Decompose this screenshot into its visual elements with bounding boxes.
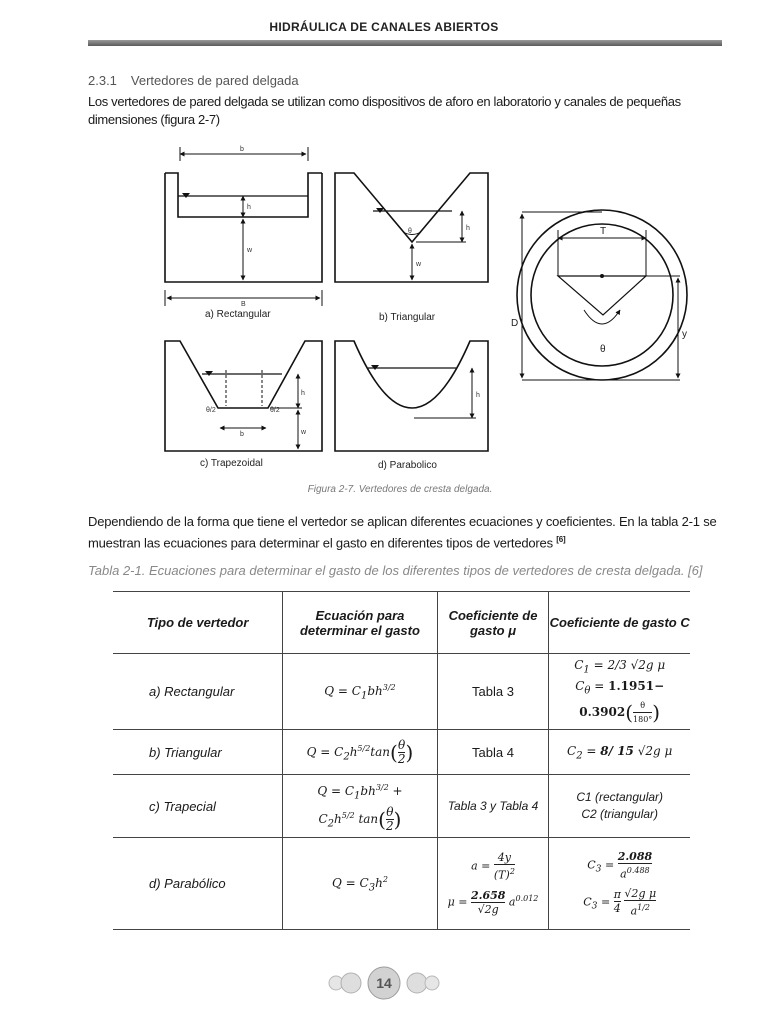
weir-figure — [160, 140, 708, 476]
eq-trapecial: $Q = C_1bh^{3/2}$ + $C_2h^{5/2}$ tan( $\frac{\theta}{2}$ ) — [283, 775, 437, 838]
dim-label-B: B — [241, 301, 246, 308]
body-text: Dependiendo de la forma que tiene el vertedor se aplican diferentes ecuaciones y coeficientes. En la tabla 2-1 se muestran las ecuaciones para determinar el gasto en diferentes tipos de vertedores — [88, 514, 717, 551]
label-parabolic: d) Parabolico — [378, 460, 437, 471]
row-type-parabolic: d) Parabólico — [113, 838, 283, 930]
table-row — [113, 730, 690, 775]
dim-label-theta2-left: θ/2 — [206, 407, 216, 414]
mu-trapecial: Tabla 3 y Tabla 4 — [437, 775, 549, 838]
mu-parabolic: a = $\frac{4y}{(T)^2}$ μ = $\frac{2.658}{√2g}$ $a^{0.012}$ — [437, 838, 549, 930]
dim-label-D: D — [511, 318, 519, 329]
dim-label-T: T — [600, 226, 607, 237]
dim-label-h-c: h — [301, 390, 305, 397]
body-paragraph — [88, 513, 718, 552]
table-header-row — [113, 592, 690, 654]
mu-triangular: Tabla 4 — [437, 730, 549, 775]
page-number-ornament — [324, 966, 444, 1000]
label-rectangular: a) Rectangular — [205, 309, 271, 320]
eq-parabolic: $Q = C_3h^2$ — [283, 838, 437, 930]
weir-diagrams — [160, 140, 708, 476]
header-coef-mu: Coeficiente de gasto μ — [437, 592, 549, 654]
page-number: 14 — [376, 975, 392, 991]
eq-triangular: $Q = C_2h^{5/2}\tan$( $\frac{\theta}{2}$ ) — [283, 730, 437, 775]
circular-water-section — [558, 276, 646, 315]
dim-label-h-b: h — [466, 225, 470, 232]
dim-label-y: y — [682, 329, 687, 340]
dim-label-theta-circle: θ — [600, 344, 606, 355]
equations-table — [113, 591, 690, 930]
c-parabolic: $C_3$ = $\frac{2.088}{a^{0.488}}$ $C_3$ = $\frac{\pi}{4}$ $\frac{\text{√2g μ}}{a^{1/2}}$ — [549, 838, 690, 930]
header-type: Tipo de vertedor — [113, 592, 283, 654]
table-row — [113, 838, 690, 930]
table-caption: Tabla 2-1. Ecuaciones para determinar el gasto de los diferentes tipos de vertedores de cresta delgada. [6] — [88, 563, 703, 578]
c-trapecial-1: C1 (rectangular) — [576, 790, 664, 804]
table-row — [113, 775, 690, 838]
dim-label-w-b: w — [416, 261, 422, 268]
header-equation: Ecuación para determinar el gasto — [283, 592, 437, 654]
dim-label-h-a: h — [247, 204, 251, 211]
page-number-badge — [0, 966, 768, 1000]
row-type-triangular: b) Triangular — [113, 730, 283, 775]
figure-caption: Figura 2-7. Vertedores de cresta delgada. — [307, 484, 493, 495]
section-heading — [88, 73, 299, 88]
label-triangular: b) Triangular — [379, 312, 436, 323]
dim-label-h-d: h — [476, 392, 480, 399]
row-type-trapecial: c) Trapecial — [113, 775, 283, 838]
header-coef-c: Coeficiente de gasto C — [549, 592, 690, 654]
c-trapecial — [549, 775, 690, 838]
section-title: Vertedores de pared delgada — [130, 73, 299, 88]
dim-label-w-a: w — [247, 247, 253, 254]
body-citation: [6] — [556, 535, 566, 544]
parabolic-weir-outline — [335, 341, 488, 451]
row-type-rectangular: a) Rectangular — [113, 654, 283, 730]
mu-rectangular: Tabla 3 — [437, 654, 549, 730]
c-rectangular: $C_1 = 2/3$ √2g μ $C_\theta = 1.1951-$ 0.3902( $\frac{\theta}{180^\circ}$ ) — [549, 654, 690, 730]
header-rule — [88, 40, 722, 46]
label-trapezoidal: c) Trapezoidal — [200, 458, 263, 469]
dim-label-b-top: b — [240, 146, 244, 153]
running-header: HIDRÁULICA DE CANALES ABIERTOS — [269, 20, 499, 34]
eq-rectangular: $Q = C_1bh^{3/2}$ — [283, 654, 437, 730]
c-trapecial-2: C2 (triangular) — [581, 807, 659, 821]
intro-paragraph: Los vertedores de pared delgada se utilizan como dispositivos de aforo en laboratorio y canales de pequeñas dimensiones (figura 2-7) — [88, 94, 681, 127]
dim-label-theta2-right: θ/2 — [270, 407, 280, 414]
section-number: 2.3.1 — [88, 73, 117, 88]
dim-label-w-c: w — [301, 429, 307, 436]
c-triangular: $C_2 = 8/$ 15 √2g μ — [549, 730, 690, 775]
dim-label-b-c: b — [240, 431, 244, 438]
dim-label-theta-b: θ — [408, 228, 412, 235]
table-row — [113, 654, 690, 730]
